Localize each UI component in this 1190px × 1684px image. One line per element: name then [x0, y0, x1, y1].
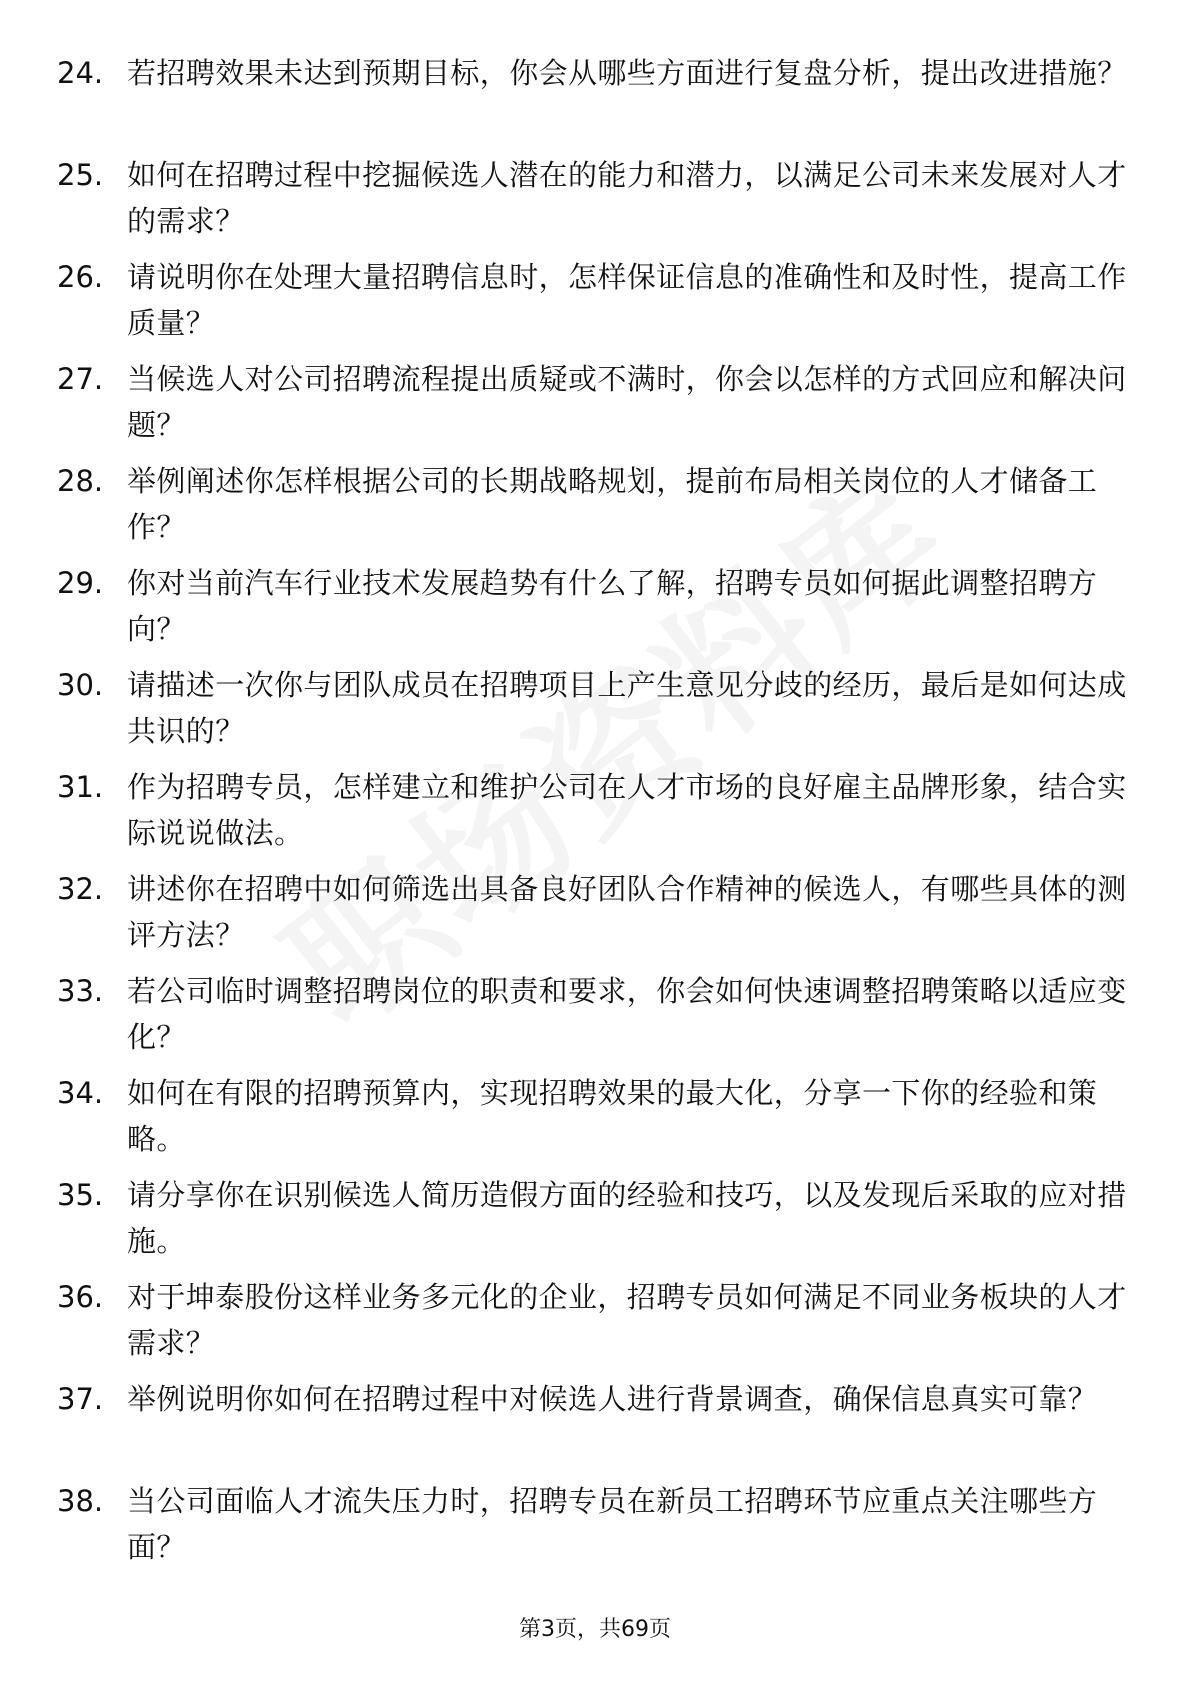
list-item — [0, 1274, 1190, 1376]
question-text: 举例说明你如何在招聘过程中对候选人进行背景调查，确保信息真实可靠？ — [127, 1382, 1098, 1416]
question-number: 26. — [57, 260, 104, 294]
question-number: 33. — [57, 974, 104, 1008]
question-number: 31. — [57, 770, 104, 804]
question-text: 若招聘效果未达到预期目标，你会从哪些方面进行复盘分析，提出改进措施？ — [127, 56, 1127, 90]
list-item — [0, 356, 1190, 458]
question-number: 34. — [57, 1076, 104, 1110]
question-number: 37. — [57, 1382, 104, 1416]
question-number: 27. — [57, 362, 104, 396]
question-number: 32. — [57, 872, 104, 906]
list-item — [0, 1070, 1190, 1172]
question-number: 30. — [57, 668, 104, 702]
question-text: 若公司临时调整招聘岗位的职责和要求，你会如何快速调整招聘策略以适应变化？ — [127, 974, 1127, 1054]
page-number: 第3页，共69页 — [519, 1617, 671, 1642]
list-item — [0, 1478, 1190, 1580]
question-number: 28. — [57, 464, 104, 498]
question-text: 作为招聘专员，怎样建立和维护公司在人才市场的良好雇主品牌形象，结合实际说说做法。 — [127, 770, 1127, 850]
list-item — [0, 662, 1190, 764]
question-number: 24. — [57, 56, 104, 90]
question-number: 25. — [57, 158, 104, 192]
list-item — [0, 152, 1190, 254]
question-number: 29. — [57, 566, 104, 600]
list-item — [0, 866, 1190, 968]
question-list — [0, 50, 1190, 1580]
question-text: 对于坤泰股份这样业务多元化的企业，招聘专员如何满足不同业务板块的人才需求？ — [127, 1280, 1127, 1360]
question-text: 讲述你在招聘中如何筛选出具备良好团队合作精神的候选人，有哪些具体的测评方法？ — [127, 872, 1127, 952]
list-item — [0, 50, 1190, 152]
question-number: 36. — [57, 1280, 104, 1314]
list-item — [0, 968, 1190, 1070]
question-text: 请说明你在处理大量招聘信息时，怎样保证信息的准确性和及时性，提高工作质量？ — [127, 260, 1127, 340]
question-text: 如何在招聘过程中挖掘候选人潜在的能力和潜力，以满足公司未来发展对人才的需求？ — [127, 158, 1127, 238]
question-text: 请分享你在识别候选人简历造假方面的经验和技巧，以及发现后采取的应对措施。 — [127, 1178, 1127, 1258]
question-number: 35. — [57, 1178, 104, 1212]
question-text: 请描述一次你与团队成员在招聘项目上产生意见分歧的经历，最后是如何达成共识的？ — [127, 668, 1127, 748]
list-item — [0, 560, 1190, 662]
question-text: 当候选人对公司招聘流程提出质疑或不满时，你会以怎样的方式回应和解决问题？ — [127, 362, 1127, 442]
list-item — [0, 764, 1190, 866]
question-text: 当公司面临人才流失压力时，招聘专员在新员工招聘环节应重点关注哪些方面？ — [127, 1484, 1098, 1564]
question-text: 举例阐述你怎样根据公司的长期战略规划，提前布局相关岗位的人才储备工作？ — [127, 464, 1098, 544]
question-number: 38. — [57, 1484, 104, 1518]
list-item — [0, 254, 1190, 356]
list-item — [0, 1376, 1190, 1478]
list-item — [0, 1172, 1190, 1274]
list-item — [0, 458, 1190, 560]
question-text: 你对当前汽车行业技术发展趋势有什么了解，招聘专员如何据此调整招聘方向？ — [127, 566, 1098, 646]
question-text: 如何在有限的招聘预算内，实现招聘效果的最大化，分享一下你的经验和策略。 — [127, 1076, 1098, 1156]
